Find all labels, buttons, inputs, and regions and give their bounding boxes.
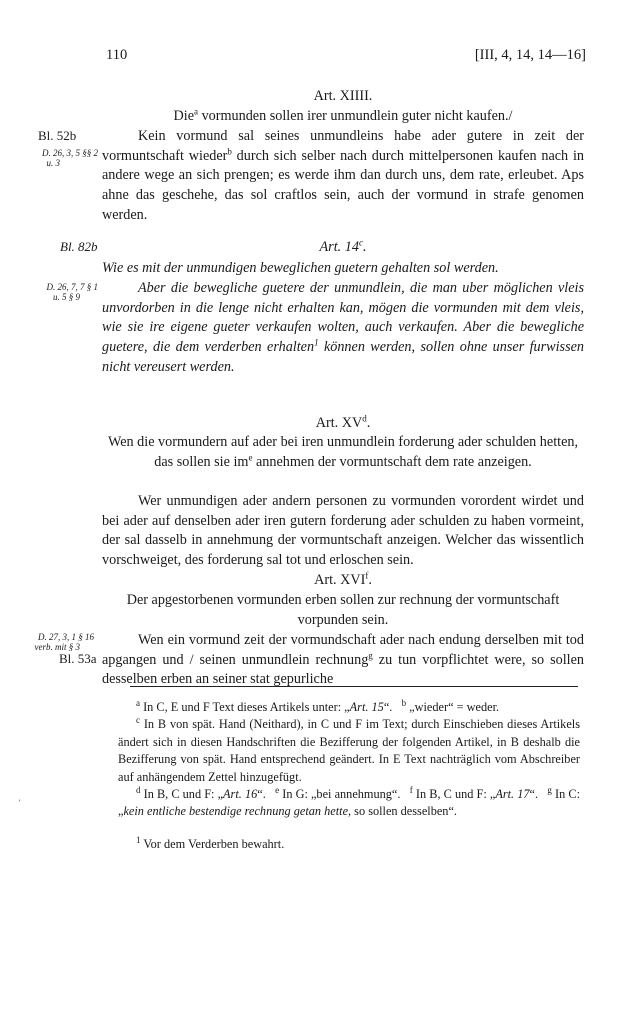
art16-margin-folio: Bl. 53a [59, 651, 97, 666]
art15-title: Wen die vormundern auf ader bei iren unmundlein forderung ader schulden hetten, das sollen sie $im^e$ annehmen der vormuntschaft dem rate anzeigen. [107, 434, 579, 470]
footnote-a-b: $^a$ In C, E und F Text dieses Artikels unter: „Art. 15“. $^b$ „wieder“ = weder. [136, 697, 500, 714]
art16-heading: Art. XVI$^f$. [314, 570, 372, 588]
art13-text: Kein vormund sal seines unmundleins habe ader gutere in zeit der vormuntschaft wieder$^b$ durch sich selber nach durch mittelpersonen kaufen nach in andere wege an sich prengen; es werde ihm dan durch uns, dem rate, erleubet. Aps ahne das geschehe, das sol craftlos sein, auch der vormund in strafe genomen werden. [102, 128, 584, 223]
footnotes-textual [118, 699, 580, 821]
art13-margin-folio: Bl. 52b [38, 128, 77, 143]
art14-heading: Art. 14$^c$. [319, 237, 367, 255]
art16-text: Wen ein vormund zeit der vormundschaft ader nach endung derselben mit tod apgangen und / seinen unmundlein rechnung$^g$ zu tun vorpflichtet were, so sollen desselben erben an seiner stat gepurliche [102, 632, 584, 688]
art13-title: Die$^a$ vormunden sollen irer unmundlein guter nicht kaufen./ [173, 106, 513, 124]
footnotes-explanatory [118, 836, 580, 853]
page-number: 110 [106, 47, 128, 63]
art14-margin-digest: D. 26, 7, 7 § 1 u. 5 § 9 [46, 282, 98, 302]
art13-heading: Art. XIIII. [313, 88, 373, 104]
art15-heading: Art. $XV^d$. [315, 413, 371, 431]
stray-mark: ’ [18, 798, 21, 808]
art14-margin-folio: Bl. 82b [60, 239, 98, 254]
art15-text: Wer unmundigen ader andern personen zu vormunden vorordent wirdet und bei ader auf denselben ader iren gutern forderung ader schulden zu haben vormeint, der sal dasselb in annehmung der vormuntschaft anzeigen. Welcher das wissentlich vorschweiget, des forderung sal tot und erloschen sein. [102, 493, 584, 569]
art13-margin-digest: D. 26, 3, 5 §§ 2 u. 3 [42, 148, 98, 168]
art16-margin-digest: D. 27, 3, 1 § 16 verb. mit § 3 [34, 632, 94, 652]
footnote-c: $^c$ In B von spät. Hand (Neithard), in C und F im Text; durch Einschieben dieses Artikels ändert sich in diesen Handschriften die Bezifferung der folgenden Artikel, in B deshalb die Bezifferung von spät. Hand entsprechend geändert. In E Text nachträglich vom Abschreiber auf anhängendem Zettel hinzugefügt. [118, 715, 580, 784]
running-header-reference: [III, 4, 14, 14—16] [474, 47, 586, 63]
footnote-rule [130, 686, 578, 687]
art16-title: Der apgestorbenen vormunden erben sollen zur rechnung der vormuntschaft vorpunden sein. [126, 592, 560, 628]
art14-title: Wie es mit der unmundigen beweglichen guetern gehalten sol werden. [102, 260, 499, 276]
footnote-d-to-g: $^d$ In B, C und F: „Art. 16“. $^e$ In G: „bei annehmung“. $^f$ In B, C und F: „Art. 17“. $^g$ In C: „kein entliche bestendige rechnung getan hette, so sollen desselben“. [118, 784, 580, 819]
footnote-1: $^1$ Vor dem Verderben bewahrt. [136, 834, 285, 851]
art14-text: Aber die bewegliche guetere der unmundlein, die man uber möglichen vleis unvordorben in die lenge nicht erhalten kan, mögen die vormunden mit dem vleis, wie sie ire eigene gueter verkaufen wolten, auch verkaufen. Aber die bewegliche guetere, die dem verderben erhalten$^1$ können werden, sollen ohne unser furwissen nicht vereusert werden. [102, 280, 584, 375]
